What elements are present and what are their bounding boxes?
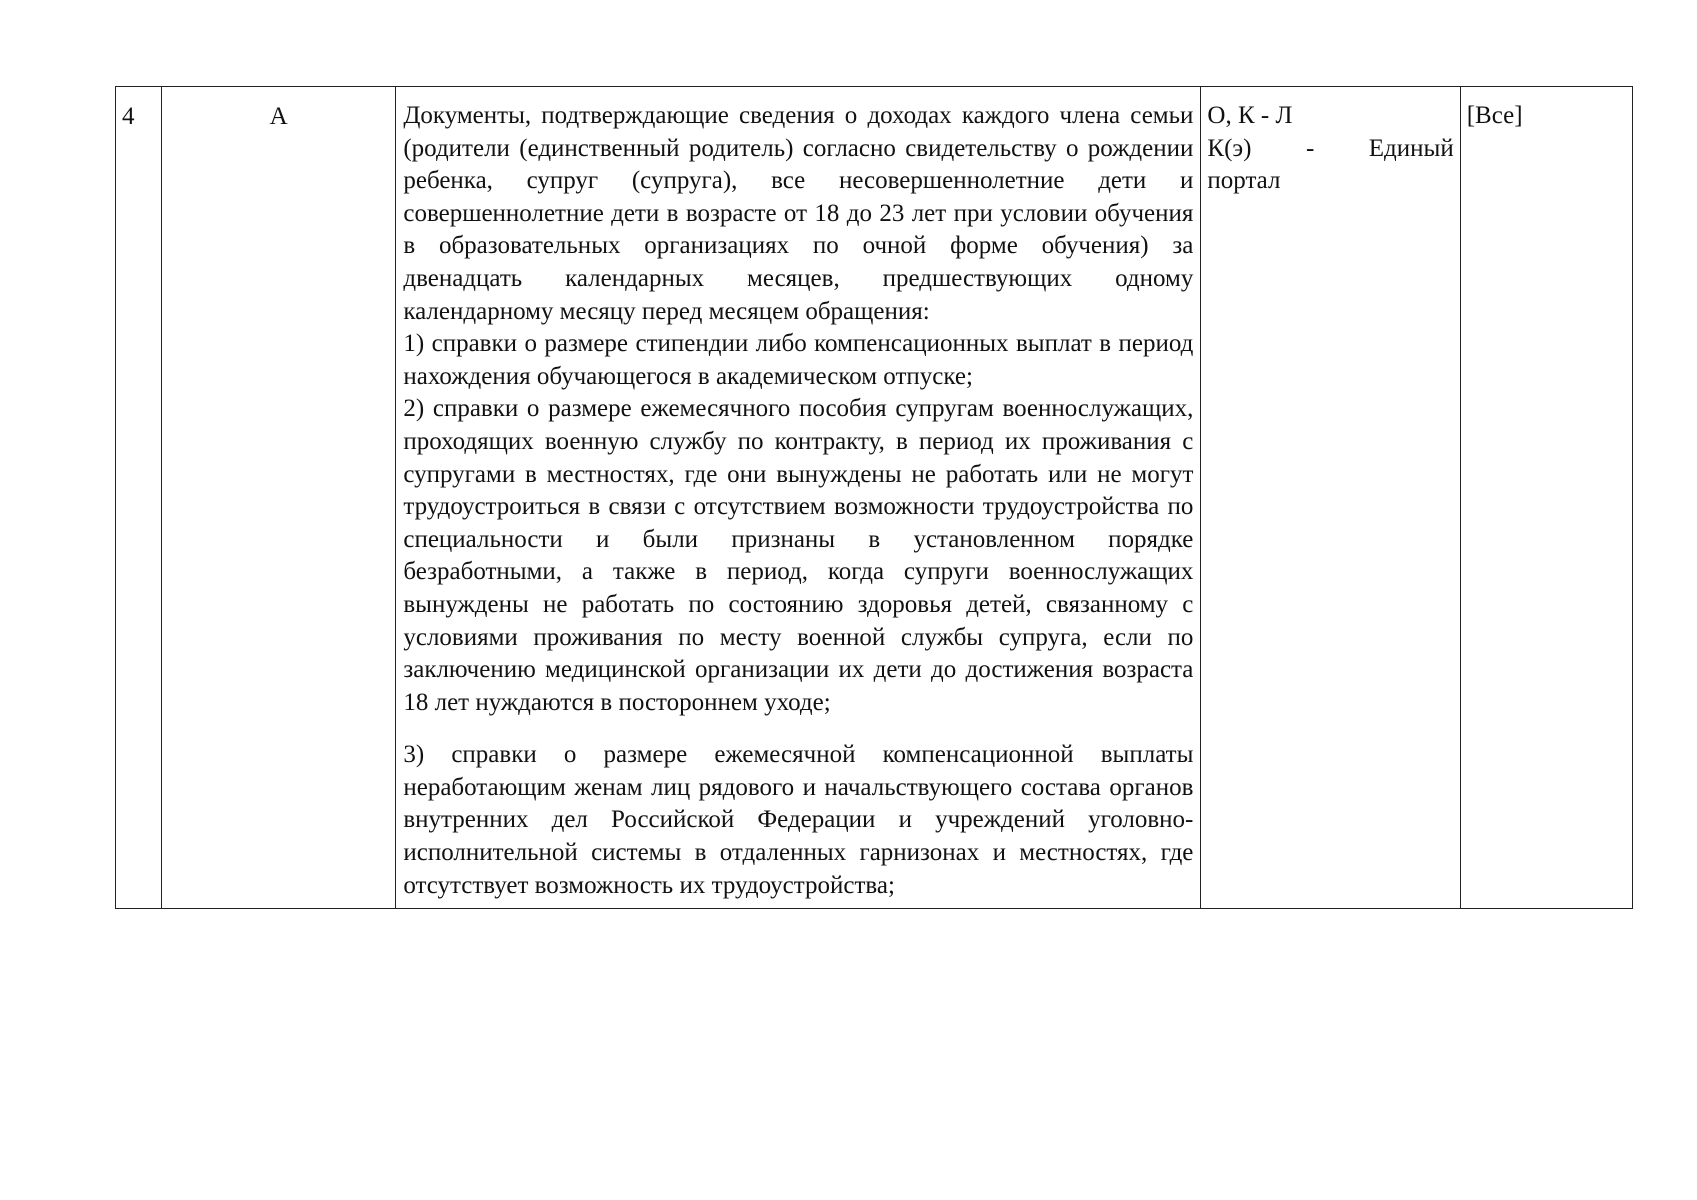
submission-method-line-2	[1207, 133, 1453, 166]
applicability-cell: [Все]	[1460, 87, 1632, 909]
submission-method-electronic: К(э)	[1207, 134, 1252, 162]
documents-cell	[396, 87, 1201, 909]
submission-method-portal-word: Единый	[1368, 134, 1454, 162]
documents-intro: Документы, подтверждающие сведения о доходах каждого члена семьи (родители (единственный родитель) согласно свидетельству о рождении ребенка, супруг (супруга), все несовершеннолетние дети и совершеннолетние дети в возрасте от 18 до 23 лет при условии обучения в образовательных организациях по очной форме обучения) за двенадцать календарных месяцев, предшествующих одному календарному месяцу перед месяцем обращения:	[403, 102, 1194, 325]
documents-item-1: 1) справки о размере стипендии либо компенсационных выплат в период нахождения обучающегося в академическом отпуске;	[403, 330, 1194, 390]
submission-method-line-3: портал	[1207, 167, 1281, 195]
requirements-table	[115, 86, 1633, 909]
submission-method-cell	[1201, 87, 1460, 909]
submission-method-line-1: О, К - Л	[1207, 102, 1293, 129]
submission-method-dash: -	[1305, 134, 1315, 162]
documents-item-2: 2) справки о размере ежемесячного пособия супругам военнослужащих, проходящих военную службу по контракту, в период их проживания с супругами в местностях, где они вынуждены не работать или не могут трудоустроиться в связи с отсутствием возможности трудоустройства по специальности и были признаны в установленном порядке безработными, а также в период, когда супруги военнослужащих вынуждены не работать по состоянию здоровья детей, связанному с условиями проживания по месту военной службы супруга, если по заключению медицинской организации их дети до достижения возраста 18 лет нуждаются в постороннем уходе;	[403, 395, 1194, 716]
row-number: 4	[116, 87, 162, 909]
documents-item-3: 3) справки о размере ежемесячной компенсационной выплаты неработающим женам лиц рядового и начальствующего состава органов внутренних дел Российской Федерации и учреждений уголовно-исполнительной системы в отдаленных гарнизонах и местностях, где отсутствует возможность их трудоустройства;	[403, 741, 1194, 899]
row-code: А	[162, 87, 396, 909]
table-row	[116, 87, 1633, 909]
